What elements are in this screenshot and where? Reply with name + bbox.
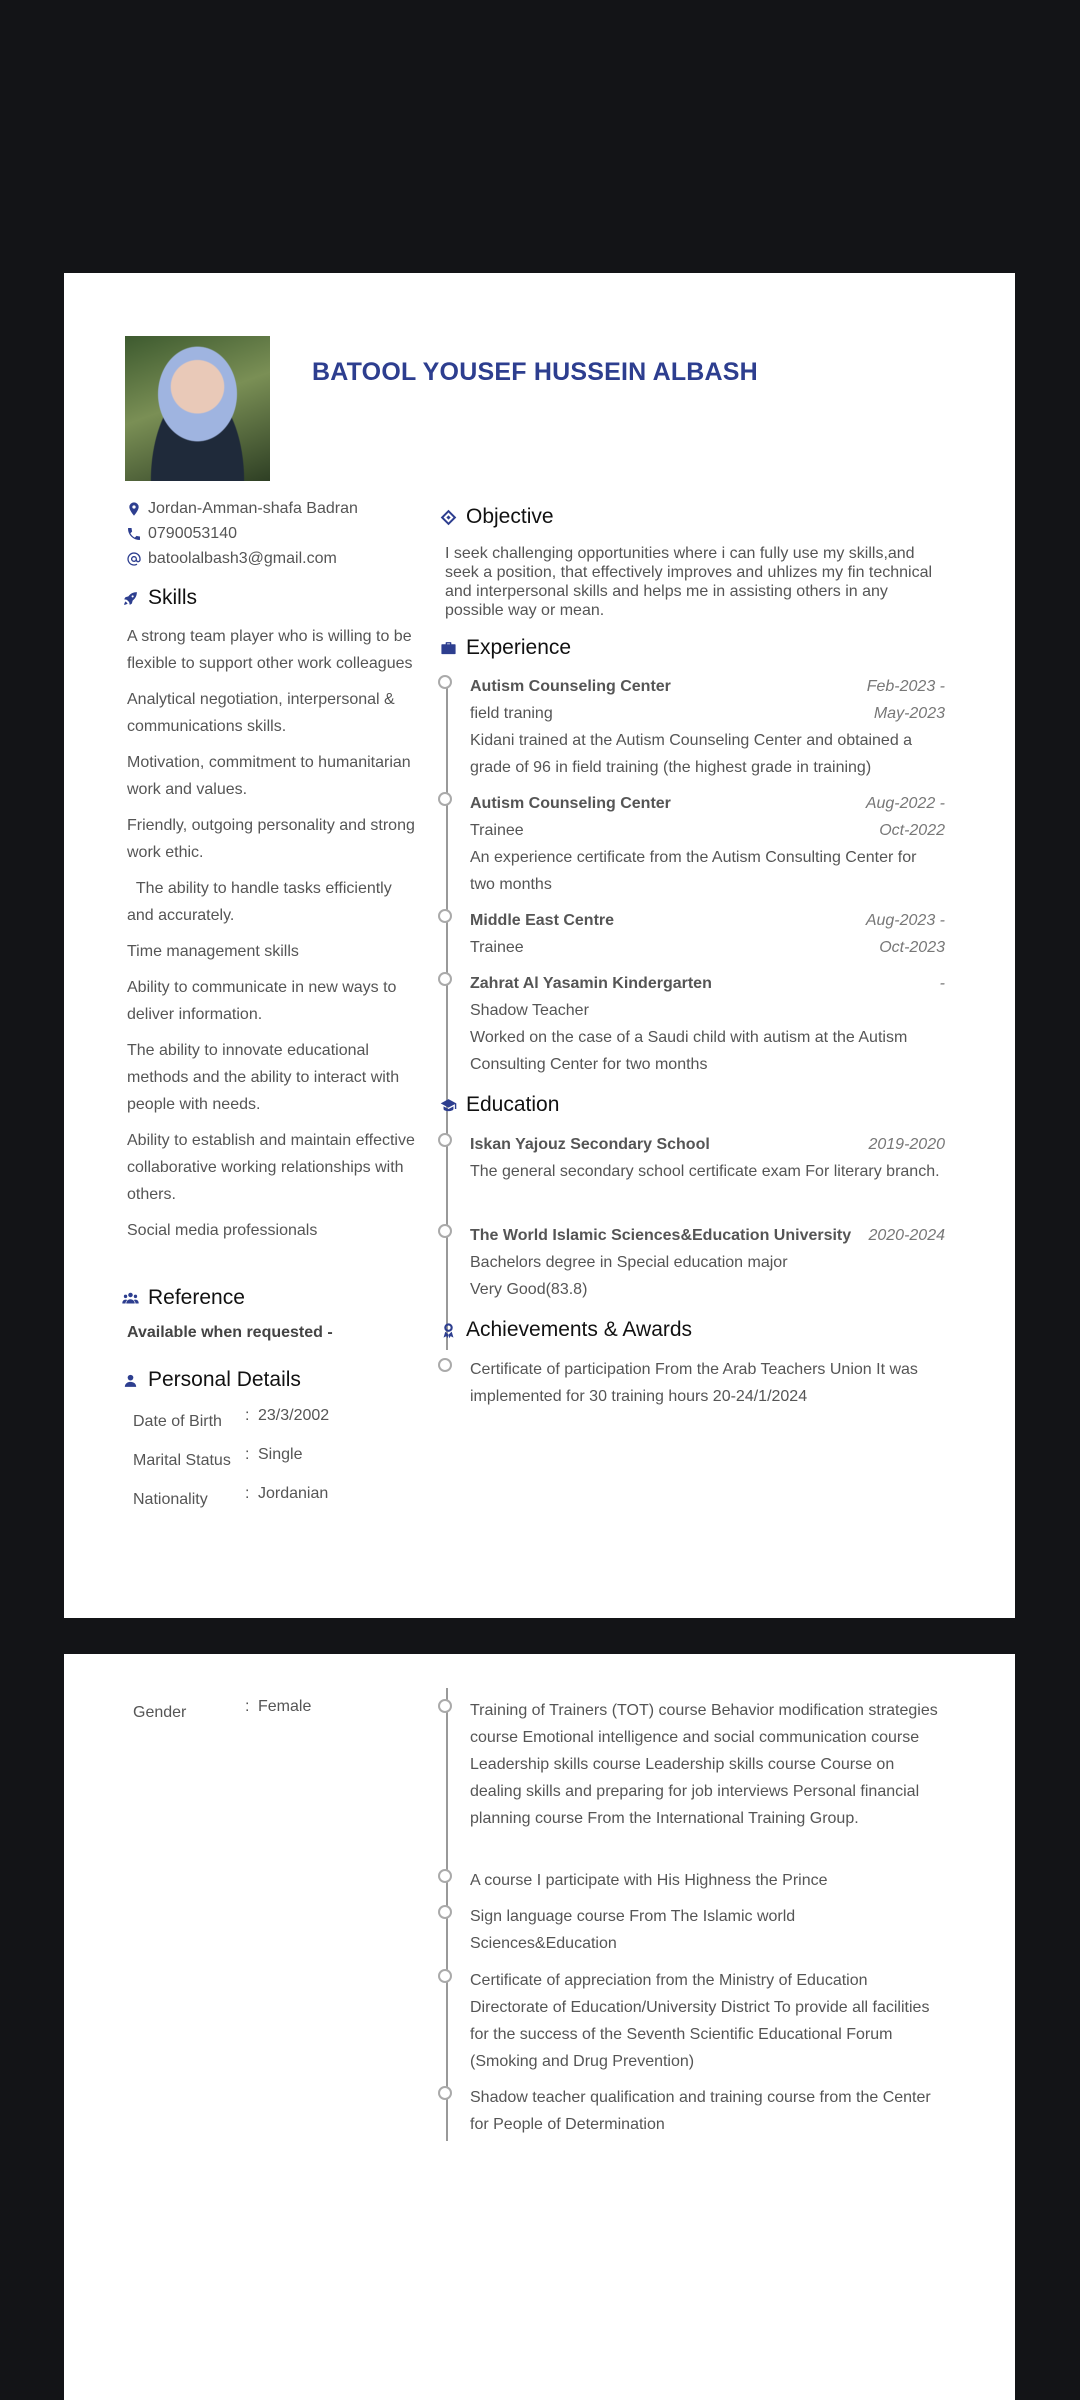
education-heading [438,1093,559,1117]
experience-heading [438,636,571,660]
achievements-heading [438,1318,692,1342]
location-pin-icon [124,499,144,519]
experience-date-from: Aug-2022 - [865,795,945,812]
timeline-line [446,683,448,1350]
achievement-item: Sign language course From The Islamic world Sciences&Education [470,1908,796,1952]
education-text: The general secondary school certificate exam For literary branch. [470,1163,940,1180]
reference-text: Available when requested - [127,1324,333,1341]
personal-details-heading [120,1368,301,1392]
objective-text: I seek challenging opportunities where i can fully use my skills,and seek a position, that effectively improves and uhlizes my fin technical and interpersonal skills and helps me in assisting others in any possible way or mean. [445,545,933,619]
achievement-item: Certificate of appreciation from the Ministry of Education Directorate of Education/University District To provide all facilities for the success of the Seventh Scientific Educational Forum (Smoking and Drug Prevention) [470,1972,930,2070]
timeline-dot [438,1905,452,1919]
timeline-dot [438,972,452,986]
resume-page-2 [64,1654,1015,2400]
skills-list [127,623,417,1253]
education-date: 2020-2024 [868,1227,945,1244]
timeline-dot [438,792,452,806]
crosshair-icon [438,507,458,527]
experience-date-from: Aug-2023 - [865,912,945,929]
achievements-title: Achievements & Awards [466,1318,693,1341]
skill-item: Ability to establish and maintain effective collaborative working relationships with others. [127,1132,415,1203]
experience-org: Autism Counseling Center [470,678,671,695]
experience-org: Middle East Centre [470,912,615,929]
pd-colon: : [245,1407,250,1424]
experience-text: Worked on the case of a Saudi child with autism at the Autism Consulting Center for two months [470,1029,908,1073]
timeline-dot [438,675,452,689]
graduation-cap-icon [438,1095,458,1115]
pd-label: Date of Birth [133,1413,222,1430]
briefcase-icon [438,638,458,658]
experience-org: Autism Counseling Center [470,795,671,812]
pd-colon: : [245,1446,250,1463]
experience-text: An experience certificate from the Autism Consulting Center for two months [470,849,917,893]
pd-label: Nationality [133,1491,208,1508]
at-sign-icon [124,549,144,569]
user-icon [120,1370,140,1390]
skill-item: Social media professionals [127,1222,318,1239]
experience-role: field traning [470,705,553,722]
education-item [470,1222,945,1303]
timeline-dot [438,2086,452,2100]
pd-row-marital [133,1446,303,1470]
rocket-icon [120,588,140,608]
skill-item: Analytical negotiation, interpersonal & communications skills. [127,691,395,735]
pd-value: Single [258,1446,303,1463]
experience-text: Kidani trained at the Autism Counseling Center and obtained a grade of 96 in field training (the highest grade in training) [470,732,913,776]
pd-label: Gender [133,1704,187,1721]
objective-heading [438,505,554,529]
candidate-name: BATOOL YOUSEF HUSSEIN ALBASH [312,358,758,386]
experience-date-from: - [939,975,945,992]
experience-item [470,907,945,961]
email-text: batoolalbash3@gmail.com [148,550,337,567]
education-date: 2019-2020 [868,1136,945,1153]
pd-colon: : [245,1485,250,1502]
achievement-item: Training of Trainers (TOT) course Behavior modification strategies course Emotional intelligence and social communication course Leadership skills course Leadership skills course Course on dealing skills and preparing for job interviews Personal financial planning course From the International Training Group. [470,1702,938,1827]
education-grade: Very Good(83.8) [470,1281,588,1298]
skills-heading [120,586,197,610]
experience-title: Experience [466,636,572,659]
experience-item [470,790,945,898]
skill-item: The ability to handle tasks efficiently and accurately. [127,880,397,924]
experience-org: Zahrat Al Yasamin Kindergarten [470,975,712,992]
timeline-dot [438,1969,452,1983]
timeline-dot [438,1358,452,1372]
skill-item: The ability to innovate educational methods and the ability to interact with people with needs. [127,1042,400,1113]
pd-row-dob [133,1407,330,1431]
experience-item [470,970,945,1078]
experience-date-to: May-2023 [873,705,945,722]
timeline-dot [438,1869,452,1883]
phone-text: 0790053140 [148,525,237,542]
experience-date-from: Feb-2023 - [866,678,945,695]
timeline-dot [438,1224,452,1238]
pd-row-nationality [133,1485,329,1509]
personal-details-title: Personal Details [148,1368,301,1391]
timeline-dot [438,1133,452,1147]
pd-value: 23/3/2002 [258,1407,330,1424]
achievement-item: A course I participate with His Highness the Prince [470,1872,828,1889]
address-text: Jordan-Amman-shafa Badran [148,500,358,517]
education-item [470,1131,945,1185]
reference-heading [120,1286,245,1310]
achievement-item: Certificate of participation From the Arab Teachers Union It was implemented for 30 training hours 20-24/1/2024 [470,1361,918,1405]
contact-address [124,499,358,519]
experience-date-to: Oct-2023 [879,939,945,956]
skill-item: A strong team player who is willing to be flexible to support other work colleagues [127,628,417,672]
skills-title: Skills [148,586,198,609]
skill-item: Motivation, commitment to humanitarian work and values. [127,754,411,798]
pd-label: Marital Status [133,1452,231,1469]
experience-role: Trainee [470,939,524,956]
education-title: Education [466,1093,560,1116]
skill-item: Ability to communicate in new ways to deliver information. [127,979,397,1023]
award-ribbon-icon [438,1320,458,1340]
pd-row-gender [133,1698,312,1722]
experience-item [470,673,945,781]
education-text: Bachelors degree in Special education major [470,1254,788,1271]
resume-page-1 [64,273,1015,1618]
achievement-item: Shadow teacher qualification and training course from the Center for People of Determination [470,2089,931,2133]
phone-icon [124,524,144,544]
profile-photo [125,336,270,481]
education-school: The World Islamic Sciences&Education University [470,1227,852,1244]
experience-role: Trainee [470,822,524,839]
skill-item: Friendly, outgoing personality and strong work ethic. [127,817,415,861]
pd-value: Female [258,1698,312,1715]
users-icon [120,1288,140,1308]
objective-title: Objective [466,505,554,528]
skill-item: Time management skills [127,943,299,960]
education-school: Iskan Yajouz Secondary School [470,1136,710,1153]
reference-title: Reference [148,1286,245,1309]
experience-role: Shadow Teacher [470,1002,589,1019]
timeline-dot [438,909,452,923]
pd-value: Jordanian [258,1485,329,1502]
pd-colon: : [245,1698,250,1715]
experience-date-to: Oct-2022 [879,822,945,839]
timeline-dot [438,1699,452,1713]
contact-email [124,549,337,569]
contact-phone [124,524,237,544]
